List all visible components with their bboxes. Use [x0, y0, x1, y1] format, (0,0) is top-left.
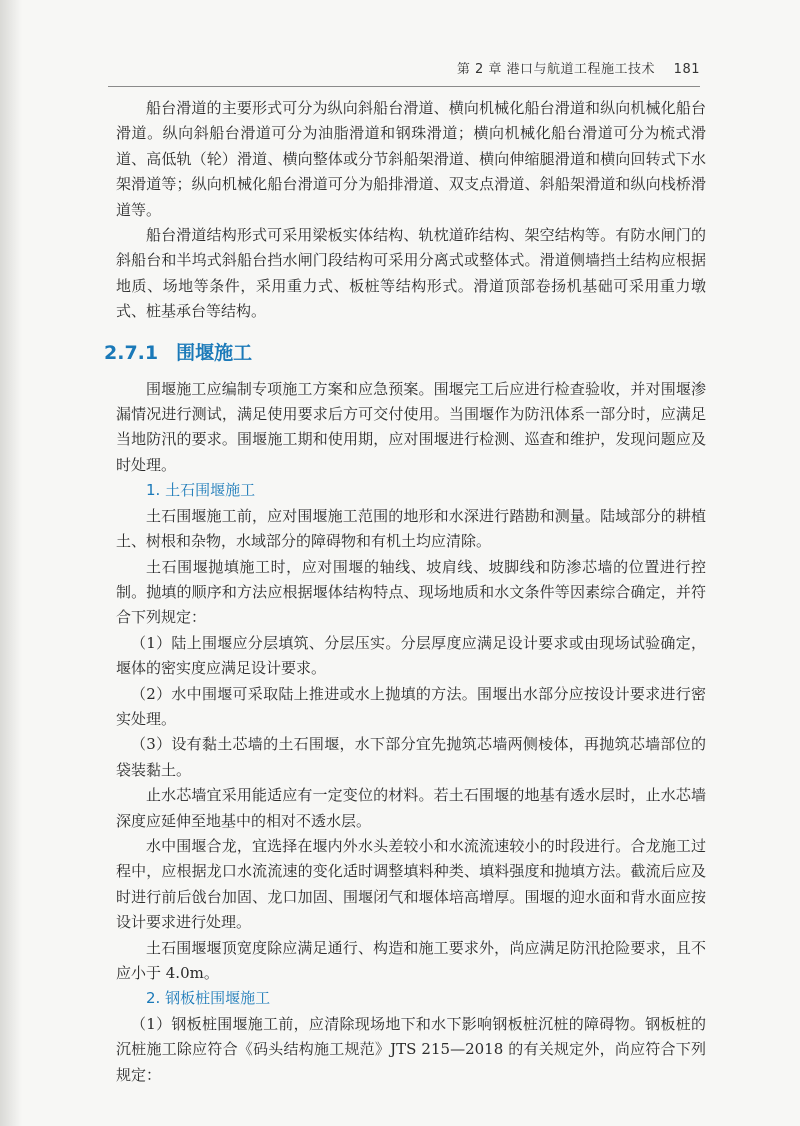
subsection-heading: 1. 土石围堰施工 [146, 481, 256, 500]
page-binding-shadow [0, 0, 22, 1126]
header-text [457, 58, 700, 77]
header-chapter-title: 港口与航道工程施工技术 [506, 62, 656, 77]
paragraph: 围堰施工应编制专项施工方案和应急预案。围堰完工后应进行检查验收，并对围堰渗漏情况进行测试，满足使用要求后方可交付使用。当围堰作为防汛体系一部分时，应满足当地防汛的要求。围堰施工期和使用期，应对围堰进行检测、巡查和维护，发现问题应及时处理。 [116, 379, 706, 474]
page-number: 181 [673, 62, 700, 77]
paragraph: 止水芯墙宜采用能适应有一定变位的材料。若土石围堰的地基有透水层时，止水芯墙深度应延伸至地基中的相对不透水层。 [116, 786, 706, 830]
paragraph: 土石围堰抛填施工时，应对围堰的轴线、坡肩线、坡脚线和防渗芯墙的位置进行控制。抛填的顺序和方法应根据堰体结构特点、现场地质和水文条件等因素综合确定，并符合下列规定： [116, 557, 706, 627]
paragraph: 水中围堰合龙，宜选择在堰内外水头差较小和水流流速较小的时段进行。合龙施工过程中，应根据龙口水流流速的变化适时调整填料种类、填料强度和抛填方法。截流后应及时进行前后戗台加固、龙口加固、围堰闭气和堰体培高增厚。围堰的迎水面和背水面应按设计要求进行处理。 [116, 836, 706, 932]
section-title: 围堰施工 [176, 341, 253, 364]
list-item: （1）陆上围堰应分层填筑、分层压实。分层厚度应满足设计要求或由现场试验确定，堰体的密实度应满足设计要求。 [116, 633, 706, 678]
list-item: （1）钢板桩围堰施工前，应清除现场地下和水下影响钢板桩沉桩的障碍物。钢板桩的沉桩施工除应符合《码头结构施工规范》JTS 215—2018 的有关规定外，尚应符合下列规定： [116, 1014, 706, 1084]
paragraph: 船台滑道的主要形式可分为纵向斜船台滑道、横向机械化船台滑道和纵向机械化船台滑道。纵向斜船台滑道可分为油脂滑道和钢珠滑道；横向机械化船台滑道可分为梳式滑道、高低轨（轮）滑道、横向整体或分节斜船架滑道、横向伸缩腿滑道和横向回转式下水架滑道等；纵向机械化船台滑道可分为船排滑道、双支点滑道、斜船架滑道和纵向栈桥滑道等。 [116, 99, 706, 219]
section-heading [104, 339, 706, 367]
running-header [108, 52, 700, 87]
paragraph: 土石围堰施工前，应对围堰施工范围的地形和水深进行踏勘和测量。陆域部分的耕植土、树根和杂物，水域部分的障碍物和有机土均应清除。 [116, 506, 706, 551]
list-item: （3）设有黏土芯墙的土石围堰，水下部分宜先抛筑芯墙两侧棱体，再抛筑芯墙部位的袋装黏土。 [116, 735, 706, 779]
section-number: 2.7.1 [104, 341, 159, 364]
paragraph: 土石围堰堰顶宽度除应满足通行、构造和施工要求外，尚应满足防汛抢险要求，且不应小于 4.0m。 [116, 938, 706, 982]
header-chapter: 第 2 章 [456, 62, 502, 77]
page-body [104, 96, 706, 1088]
paragraph: 船台滑道结构形式可采用梁板实体结构、轨枕道砟结构、架空结构等。有防水闸门的斜船台和半坞式斜船台挡水闸门段结构可采用分离式或整体式。滑道侧墙挡土结构应根据地质、场地等条件，采用重力式、板桩等结构形式。滑道顶部卷扬机基础可采用重力墩式、桩基承台等结构。 [116, 226, 706, 321]
subsection-heading: 2. 钢板桩围堰施工 [146, 989, 271, 1008]
list-item: （2）水中围堰可采取陆上推进或水上抛填的方法。围堰出水部分应按设计要求进行密实处理。 [116, 684, 706, 728]
